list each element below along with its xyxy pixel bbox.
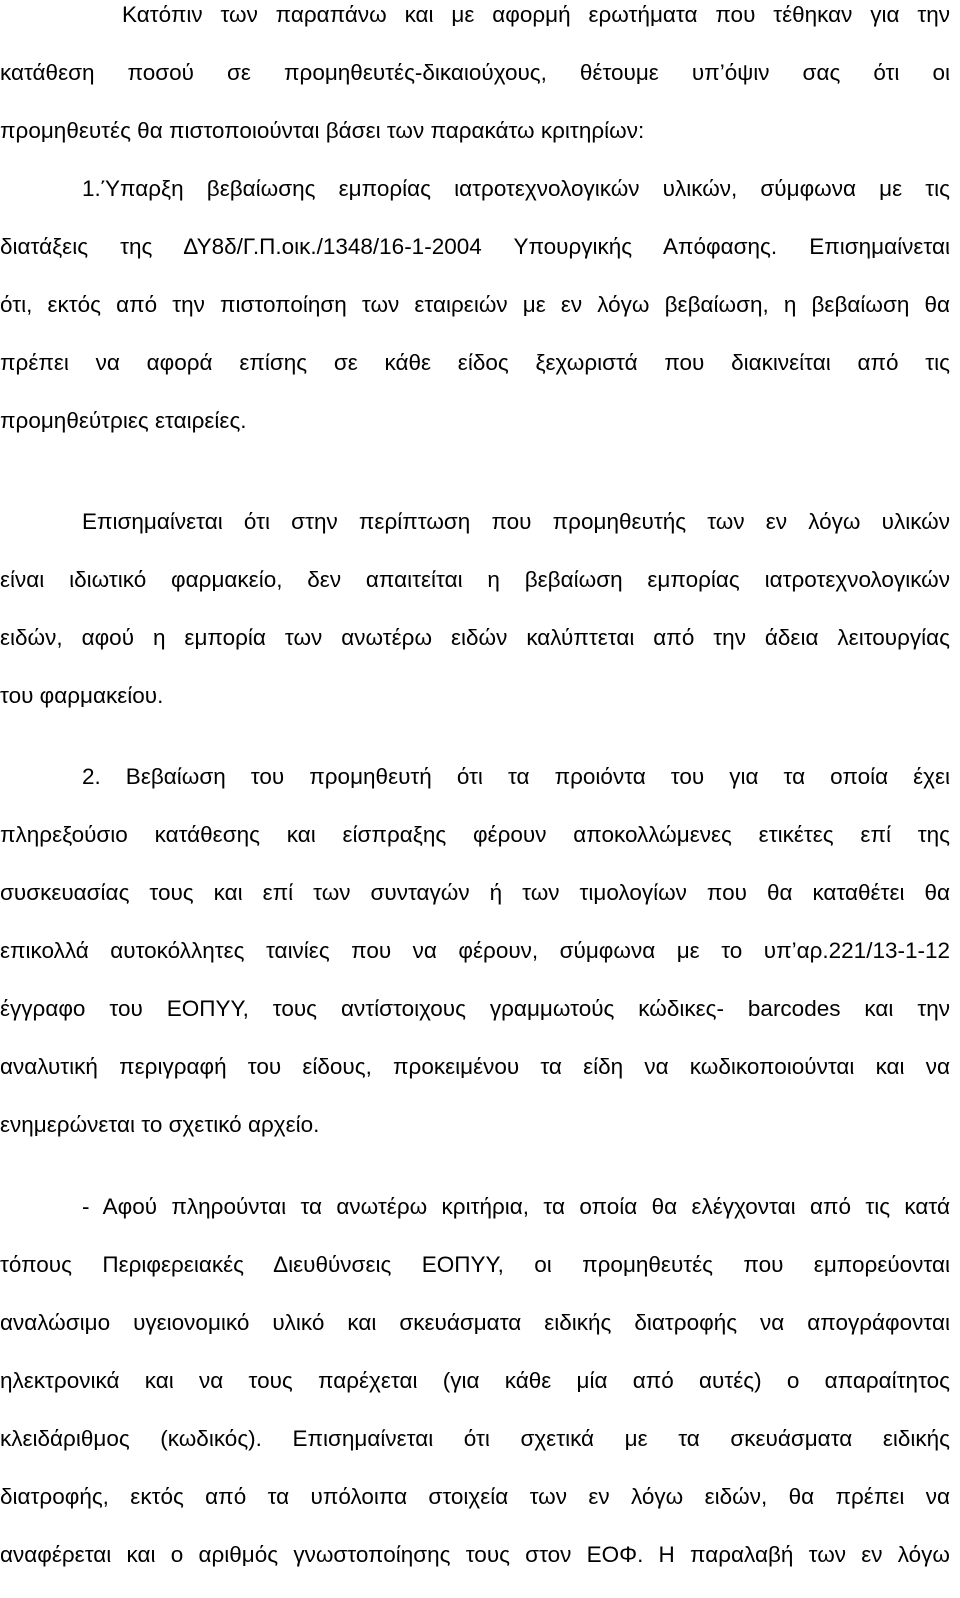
text-line: είναι ιδιωτικό φαρμακείο, δεν απαιτείται η βεβαίωση εμπορίας ιατροτεχνολογικών (0, 567, 950, 592)
paragraph-criterion-2 (0, 762, 950, 1168)
text-line: κατάθεση ποσού σε προμηθευτές-δικαιούχους, θέτουμε υπ’όψιν σας ότι οι (0, 60, 950, 85)
text-line: τόπους Περιφερειακές Διευθύνσεις ΕΟΠΥΥ, οι προμηθευτές που εμπορεύονται (0, 1252, 950, 1277)
paragraph-pharmacy-note (0, 507, 950, 739)
text-line: 2. Βεβαίωση του προμηθευτή ότι τα προιόντα του για τα οποία έχει (82, 764, 950, 789)
text-line: Κατόπιν των παραπάνω και με αφορμή ερωτήματα που τέθηκαν για την (122, 2, 950, 27)
text-line: ειδών, αφού η εμπορία των ανωτέρω ειδών καλύπτεται από την άδεια λειτουργίας (0, 625, 950, 650)
text-line: ενημερώνεται το σχετικό αρχείο. (0, 1112, 320, 1137)
text-line: πληρεξούσιο κατάθεσης και είσπραξης φέρουν αποκολλώμενες ετικέτες επί της (0, 822, 950, 847)
text-line: επικολλά αυτοκόλλητες ταινίες που να φέρουν, σύμφωνα με το υπ’αρ.221/13-1-12 (0, 938, 950, 963)
text-line: ηλεκτρονικά και να τους παρέχεται (για κάθε μία από αυτές) ο απαραίτητος (0, 1368, 950, 1393)
text-line: 1.Ύπαρξη βεβαίωσης εμπορίας ιατροτεχνολογικών υλικών, σύμφωνα με τις (82, 176, 950, 201)
text-line: προμηθεύτριες εταιρείες. (0, 408, 247, 433)
text-line: διατροφής, εκτός από τα υπόλοιπα στοιχεία των εν λόγω ειδών, θα πρέπει να (0, 1484, 950, 1509)
paragraph-registration (0, 1192, 950, 1598)
text-line: του φαρμακείου. (0, 683, 164, 708)
paragraph-intro (0, 0, 950, 174)
text-line: - Αφού πληρούνται τα ανωτέρω κριτήρια, τα οποία θα ελέγχονται από τις κατά (82, 1194, 950, 1219)
text-line: αναλυτική περιγραφή του είδους, προκειμένου τα είδη να κωδικοποιούνται και να (0, 1054, 950, 1079)
text-line: αναφέρεται και ο αριθμός γνωστοποίησης τους στον ΕΟΦ. Η παραλαβή των εν λόγω (0, 1542, 950, 1567)
text-line: αναλώσιμο υγειονομικό υλικό και σκευάσματα ειδικής διατροφής να απογράφονται (0, 1310, 950, 1335)
text-line: διατάξεις της ΔΥ8δ/Γ.Π.οικ./1348/16-1-2004 Υπουργικής Απόφασης. Επισημαίνεται (0, 234, 950, 259)
text-line: πρέπει να αφορά επίσης σε κάθε είδος ξεχωριστά που διακινείται από τις (0, 350, 950, 375)
text-line: ότι, εκτός από την πιστοποίηση των εταιρειών με εν λόγω βεβαίωση, η βεβαίωση θα (0, 292, 950, 317)
text-line: συσκευασίας τους και επί των συνταγών ή των τιμολογίων που θα καταθέτει θα (0, 880, 950, 905)
text-line: προμηθευτές θα πιστοποιούνται βάσει των παρακάτω κριτηρίων: (0, 118, 645, 143)
text-line: έγγραφο του ΕΟΠΥΥ, τους αντίστοιχους γραμμωτούς κώδικες- barcodes και την (0, 996, 950, 1021)
paragraph-criterion-1 (0, 174, 950, 464)
text-line: κλειδάριθμος (κωδικός). Επισημαίνεται ότι σχετικά με τα σκευάσματα ειδικής (0, 1426, 950, 1451)
text-line: Επισημαίνεται ότι στην περίπτωση που προμηθευτής των εν λόγω υλικών (82, 509, 950, 534)
